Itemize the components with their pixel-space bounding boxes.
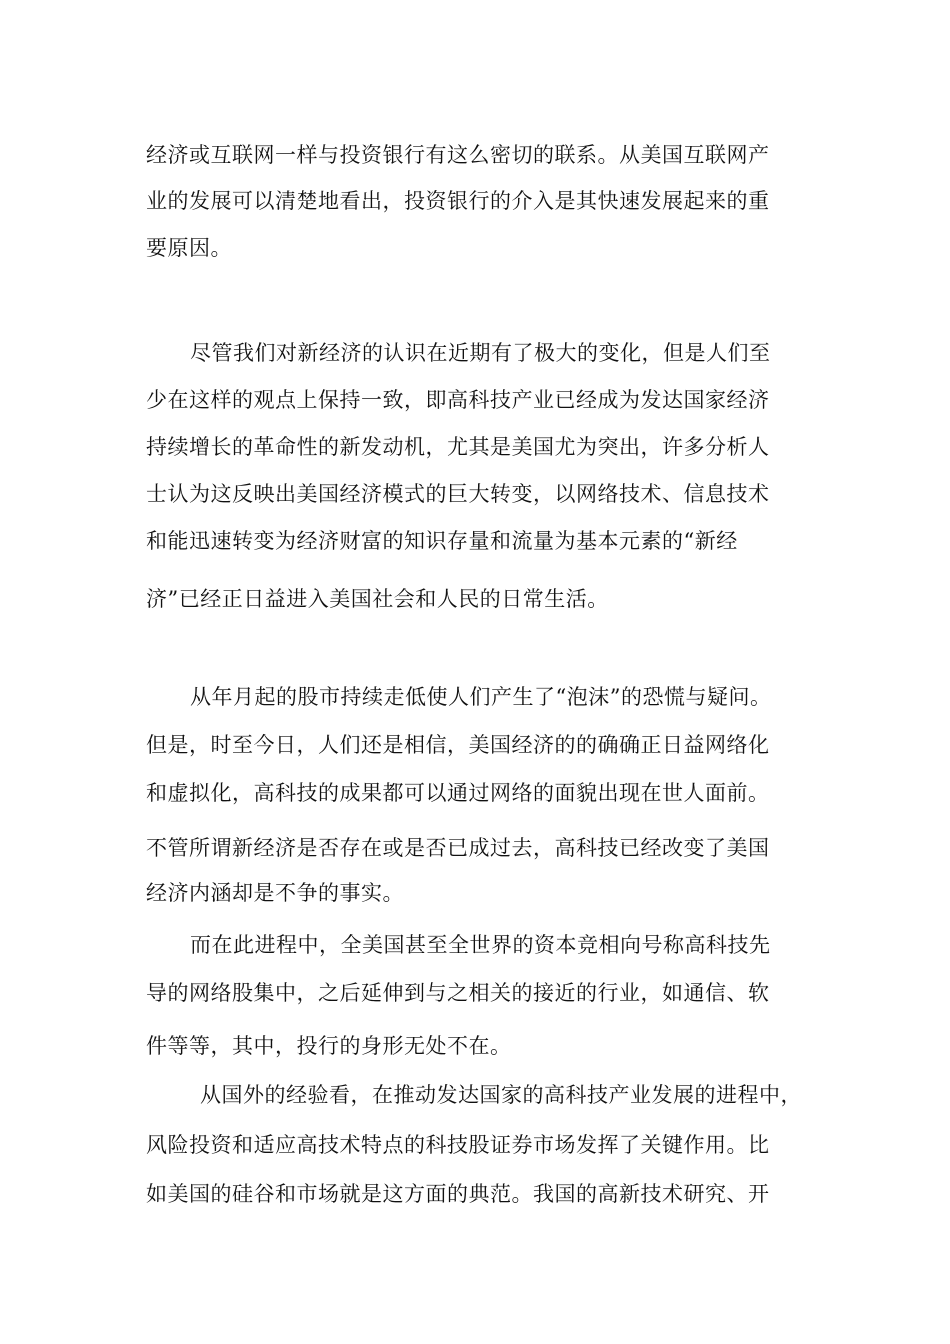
text-line: 业的发展可以清楚地看出，投资银行的介入是其快速发展起来的重 <box>146 189 770 213</box>
text-line: 经济或互联网一样与投资银行有这么密切的联系。从美国互联网产 <box>146 143 770 167</box>
text-line: 持续增长的革命性的新发动机，尤其是美国尤为突出，许多分析人 <box>146 435 770 459</box>
text-line: 经济内涵却是不争的事实。 <box>146 881 404 905</box>
paragraph-start-line: 而在此进程中，全美国甚至全世界的资本竞相向号称高科技先 <box>190 933 771 957</box>
paragraph-start-line: 尽管我们对新经济的认识在近期有了极大的变化，但是人们至 <box>190 341 771 365</box>
text-line: 导的网络股集中，之后延伸到与之相关的接近的行业，如通信、软 <box>146 981 770 1005</box>
text-line: 不管所谓新经济是否存在或是否已成过去，高科技已经改变了美国 <box>146 836 770 860</box>
text-line: 如美国的硅谷和市场就是这方面的典范。我国的高新技术研究、开 <box>146 1182 770 1206</box>
text-line: 和能迅速转变为经济财富的知识存量和流量为基本元素的“新经 <box>146 529 738 553</box>
text-line: 要原因。 <box>146 236 232 260</box>
text-line: 和虚拟化，高科技的成果都可以通过网络的面貌出现在世人面前。 <box>146 781 770 805</box>
text-line: 少在这样的观点上保持一致，即高科技产业已经成为发达国家经济 <box>146 388 770 412</box>
paragraph-start-line: 从年月起的股市持续走低使人们产生了“泡沫”的恐慌与疑问。 <box>190 685 772 709</box>
text-line: 件等等，其中，投行的身形无处不在。 <box>146 1034 512 1058</box>
paragraph-start-line: 从国外的经验看，在推动发达国家的高科技产业发展的进程中， <box>200 1083 802 1107</box>
text-line: 风险投资和适应高技术特点的科技股证券市场发挥了关键作用。比 <box>146 1133 770 1157</box>
text-line: 济”已经正日益进入美国社会和人民的日常生活。 <box>146 587 609 611</box>
text-line: 但是，时至今日，人们还是相信，美国经济的的确确正日益网络化 <box>146 733 770 757</box>
text-line: 士认为这反映出美国经济模式的巨大转变，以网络技术、信息技术 <box>146 482 770 506</box>
